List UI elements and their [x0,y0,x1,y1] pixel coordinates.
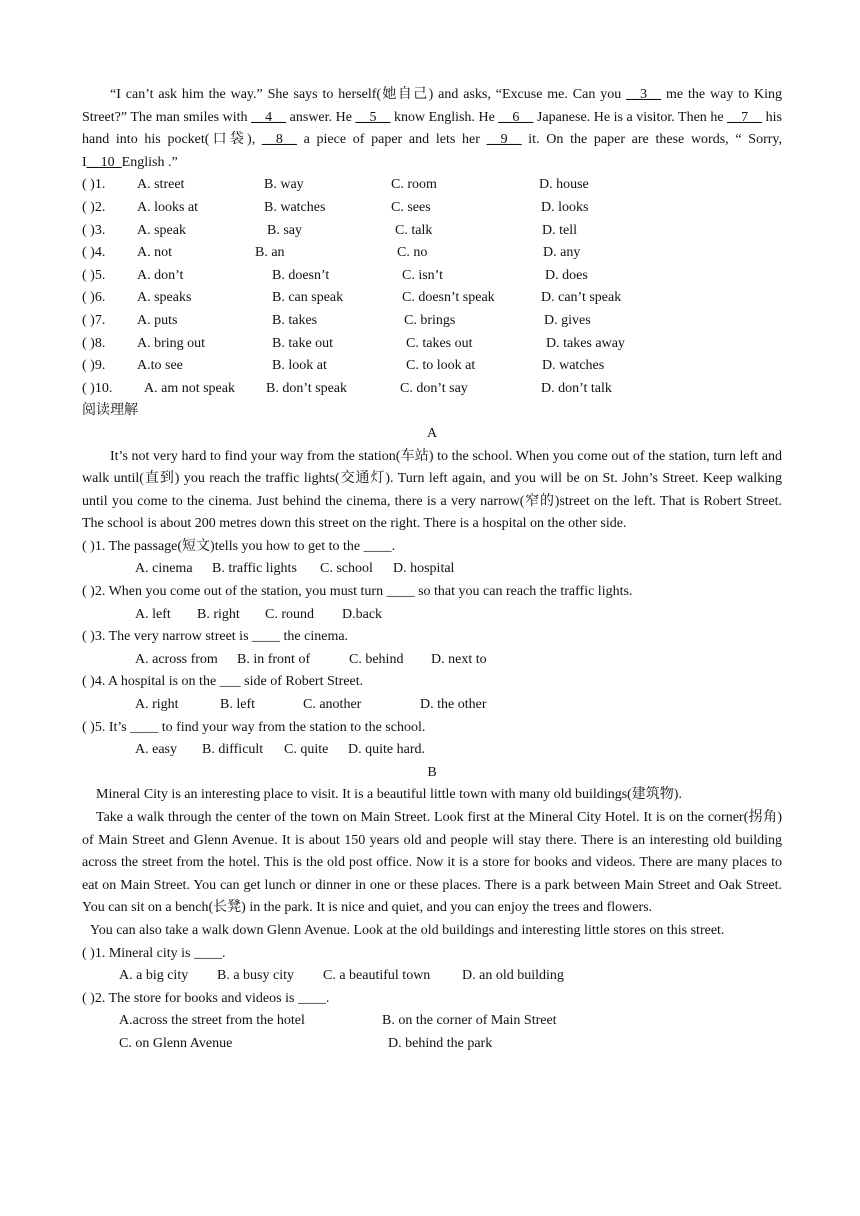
cloze-question-row: ( )9. A.to see B. look at C. to look at D. watches [82,358,605,374]
passage-b-paragraph: Take a walk through the center of the town on Main Street. Look first at the Mineral City Hotel. It is on the corner(拐角) of Main Street and Glenn Avenue. It is about 150 years old and people will stay there. There is an interesting old building across the street from the hotel. This is the old post office. Now it is a store for books and videos. There are many places to eat on Main Street. You can get lunch or dinner in one or these places. There is a park between Main Street and Oak Street. You can sit on a bench(长凳) in the park. It is nice and quiet, and you can enjoy the trees and flowers. [82,810,782,916]
passage-a-text: It’s not very hard to find your way from the station(车站) to the school. When you come out of the station, turn left and walk until(直到) you reach the traffic lights(交通灯). Turn left again, and you will be on St. John’s Street. Keep walking until you come to the cinema. Just behind the cinema, there is a very narrow(窄的)street on the left. That is Robert Street. The school is about 200 metres down this street on the right. There is a hospital on the other side. [82,448,782,532]
passage-b-label: B [427,764,437,780]
passage-a-question: ( )3. The very narrow street is ____ the cinema. [82,629,349,645]
cloze-questions [82,174,782,400]
blank-8: __8__ [261,132,297,148]
blank-5: __5__ [355,109,391,125]
cloze-question-row: ( )1. A. street B. way C. room D. house [82,177,589,193]
cloze-question-row: ( )6. A. speaks B. can speak C. doesn’t speak D. can’t speak [82,290,622,306]
passage-a-options: A. across from B. in front of C. behind D. next to [135,651,487,667]
passage-b-paragraph: Mineral City is an interesting place to visit. It is a beautiful little town with many old buildings(建筑物). [96,787,682,803]
cloze-question-row: ( )7. A. puts B. takes C. brings D. gives [82,312,591,328]
passage-b-options: A.across the street from the hotel B. on the corner of Main Street [119,1013,557,1029]
reading-heading: 阅读理解 [82,403,138,419]
passage-a-options: A. cinema B. traffic lights C. school D. hospital [135,561,455,577]
passage-a-question: ( )1. The passage(短文)tells you how to get to the ____. [82,538,396,554]
cloze-question-row: ( )4. A. not B. an C. no D. any [82,245,581,261]
cloze-question-row: ( )10. A. am not speak B. don’t speak C. don’t say D. don’t talk [82,380,612,396]
blank-10: __10_ [86,154,122,170]
passage-a-options: A. easy B. difficult C. quite D. quite hard. [135,742,425,758]
cloze-passage: “I can’t ask him the way.” She says to herself(她自己) and asks, “Excuse me. Can you __3__ me the way to King Street?” The man smiles with __4__ answer. He __5__ know English. He __6__ Japanese. He is a visitor. Then he __7__ his hand into his pocket(口袋), __8__ a piece of paper and lets her __9__ it. On the paper are these words, “ Sorry, I__10_English .” [82,87,782,170]
cloze-question-row: ( )3. A. speak B. say C. talk D. tell [82,222,577,238]
passage-a-options: A. left B. right C. round D.back [135,606,383,622]
worksheet-page [82,84,782,1056]
blank-3: __3__ [626,87,662,102]
passage-b-paragraph: You can also take a walk down Glenn Avenue. Look at the old buildings and interesting little stores on this street. [90,922,725,938]
blank-7: __7__ [727,109,763,125]
cloze-question-row: ( )5. A. don’t B. doesn’t C. isn’t D. does [82,267,588,283]
passage-a-question: ( )4. A hospital is on the ___ side of Robert Street. [82,674,364,690]
passage-a-question: ( )2. When you come out of the station, you must turn ____ so that you can reach the traffic lights. [82,584,633,600]
passage-b-options: A. a big city B. a busy city C. a beautiful town D. an old building [119,968,564,984]
blank-6: __6__ [498,109,534,125]
blank-4: __4__ [251,109,287,125]
passage-a-question: ( )5. It’s ____ to find your way from the station to the school. [82,719,426,735]
passage-b-options: C. on Glenn Avenue D. behind the park [119,1035,493,1051]
cloze-question-row: ( )2. A. looks at B. watches C. sees D. looks [82,199,589,215]
passage-a-label: A [426,425,438,441]
passage-b-question: ( )1. Mineral city is ____. [82,945,226,961]
passage-a-options: A. right B. left C. another D. the other [135,697,487,713]
cloze-question-row: ( )8. A. bring out B. take out C. takes out D. takes away [82,335,625,351]
passage-b-question: ( )2. The store for books and videos is ____. [82,990,330,1006]
blank-9: __9__ [486,132,522,148]
